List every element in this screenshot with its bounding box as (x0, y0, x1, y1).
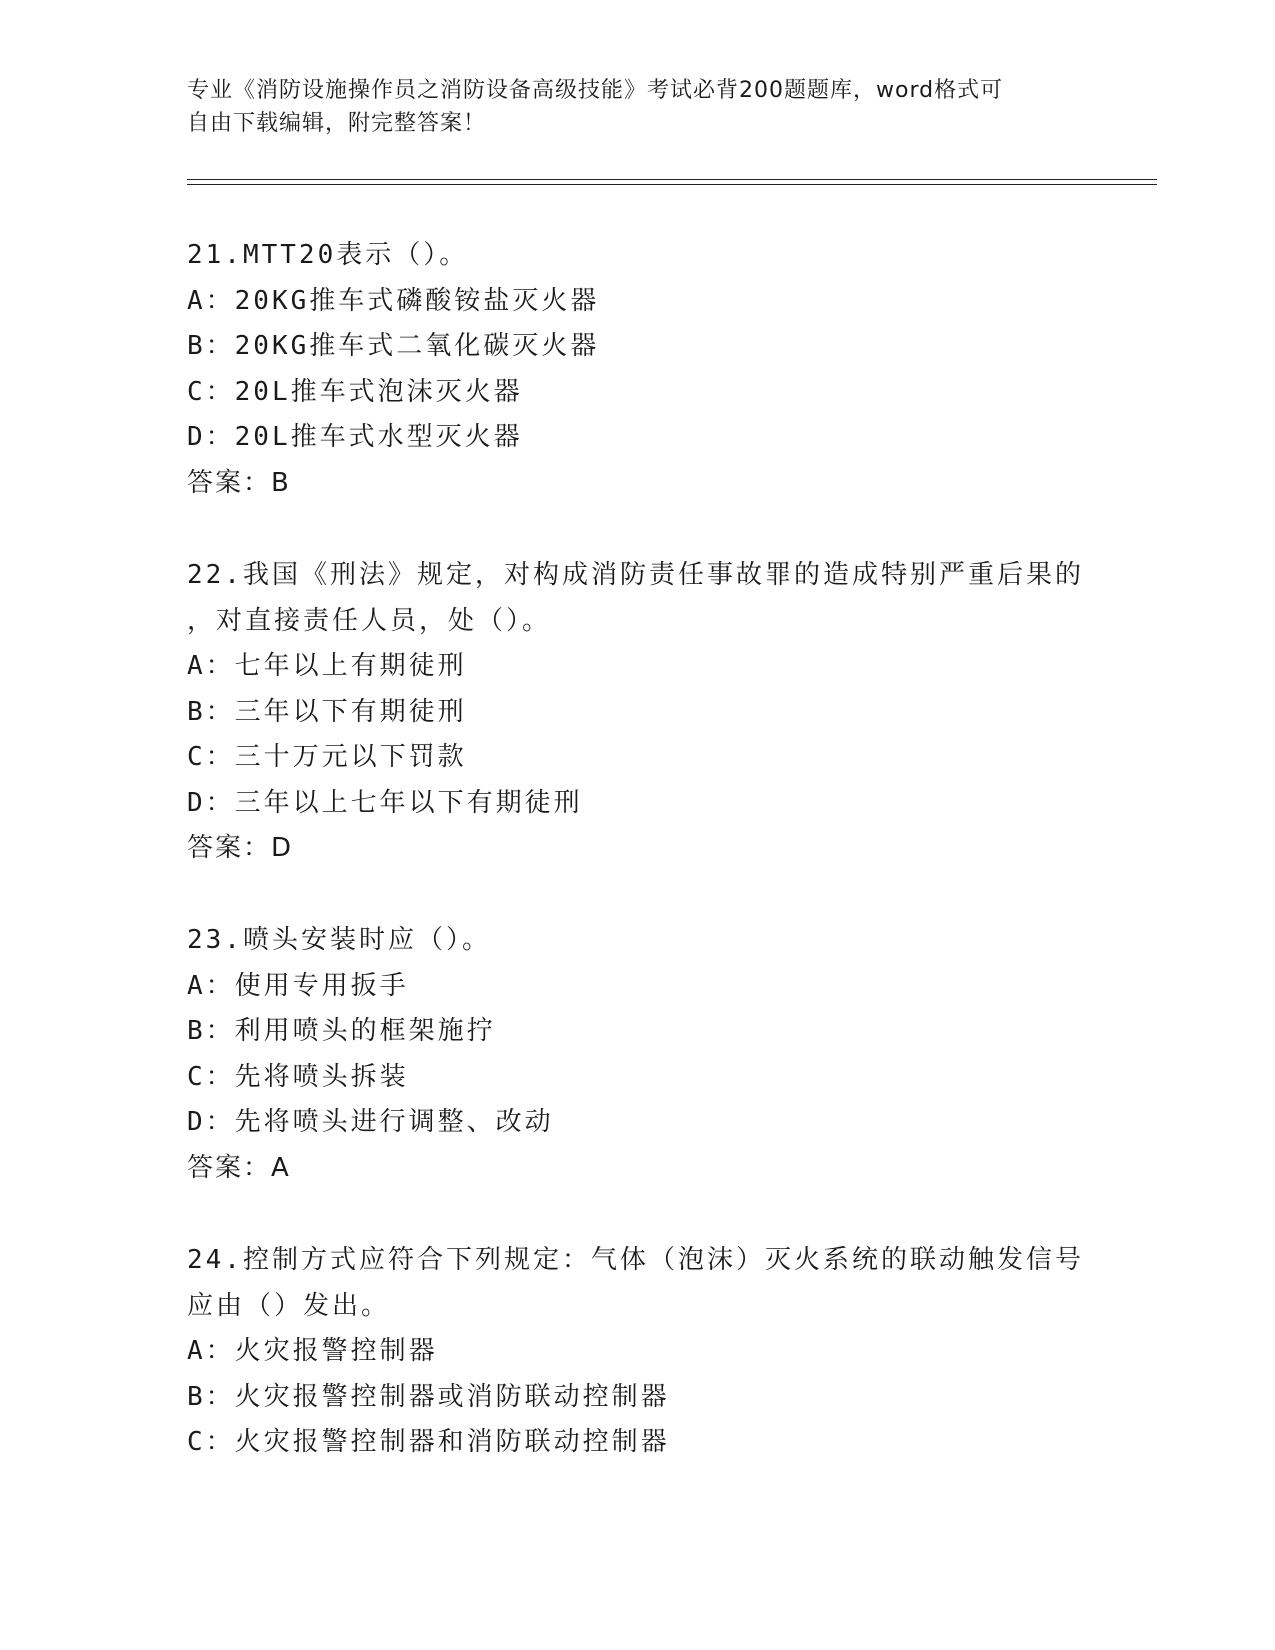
option-a: A：使用专用扳手 (187, 970, 409, 1001)
option-a: A：火灾报警控制器 (187, 1336, 438, 1366)
option-c: C：火灾报警控制器和消防联动控制器 (187, 1427, 670, 1457)
question-21 (187, 233, 1087, 506)
question-stem-continued: ，对直接责任人员，处（）。 (187, 605, 552, 636)
question-23 (187, 918, 1087, 1191)
question-stem-continued: 应由（）发出。 (187, 1290, 391, 1321)
option-a: A：20KG推车式磷酸铵盐灭火器 (187, 285, 600, 316)
question-24 (187, 1238, 1087, 1466)
option-b: B：火灾报警控制器或消防联动控制器 (187, 1381, 670, 1412)
header-divider-top (187, 179, 1157, 180)
answer-line: 答案：D (187, 833, 294, 863)
header-line-2: 自由下载编辑，附完整答案！ (187, 111, 487, 136)
option-b: B：20KG推车式二氧化碳灭火器 (187, 331, 600, 361)
question-stem: 23.喷头安装时应（）。 (187, 925, 491, 955)
option-d: D：20L推车式水型灭火器 (187, 422, 523, 452)
option-d: D：三年以上七年以下有期徒刑 (187, 787, 583, 818)
option-d: D：先将喷头进行调整、改动 (187, 1107, 554, 1137)
question-stem: 22.我国《刑法》规定，对构成消防责任事故罪的造成特别严重后果的 (187, 560, 1084, 590)
header-divider-bottom (187, 184, 1157, 185)
header-line-1: 专业《消防设施操作员之消防设备高级技能》考试必背200题题库，word格式可 (187, 78, 1004, 103)
option-a: A：七年以上有期徒刑 (187, 651, 467, 681)
option-c: C：先将喷头拆装 (187, 1061, 409, 1092)
option-c: C：20L推车式泡沫灭火器 (187, 376, 523, 407)
question-22 (187, 553, 1087, 872)
answer-line: 答案：B (187, 467, 291, 498)
option-b: B：三年以下有期徒刑 (187, 696, 467, 727)
option-b: B：利用喷头的框架施拧 (187, 1016, 496, 1046)
document-header (187, 74, 1067, 140)
question-stem: 21.MTT20表示（）。 (187, 240, 469, 270)
question-stem: 24.控制方式应符合下列规定：气体（泡沫）灭火系统的联动触发信号 (187, 1245, 1084, 1275)
answer-line: 答案：A (187, 1152, 291, 1183)
option-c: C：三十万元以下罚款 (187, 742, 467, 772)
